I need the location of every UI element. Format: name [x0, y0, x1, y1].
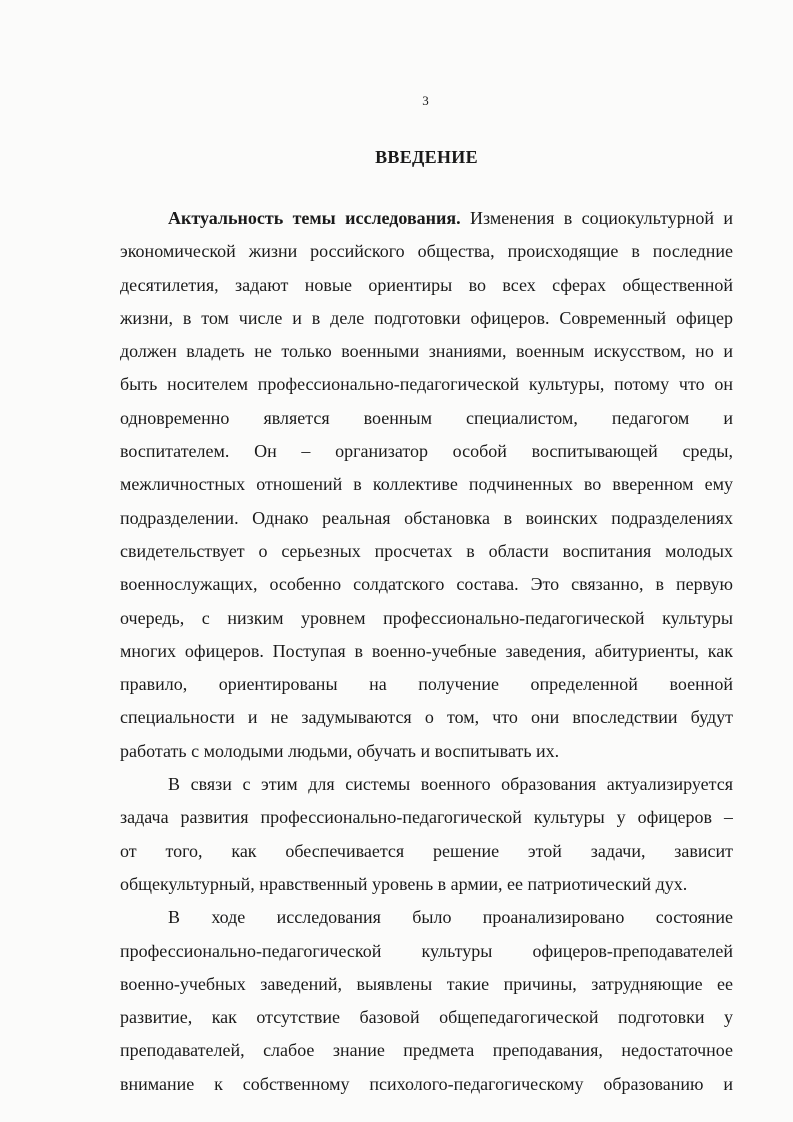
text-line: жизни, в том числе и в деле подготовки офицеров. Современный офицер: [120, 307, 733, 328]
text-line: подразделении. Однако реальная обстановка в воинских подразделениях: [120, 507, 733, 528]
text-line: преподавателей, слабое знание предмета преподавания, недостаточное: [120, 1040, 733, 1061]
text-line: очередь, с низким уровнем профессионально-педагогической культуры: [120, 607, 733, 628]
text-line: свидетельствует о серьезных просчетах в области воспитания молодых: [120, 540, 733, 561]
text-line: многих офицеров. Поступая в военно-учебные заведения, абитуриенты, как: [120, 640, 733, 661]
text-line: межличностных отношений в коллективе подчиненных во вверенном ему: [120, 474, 733, 495]
text-line: воспитателем. Он – организатор особой воспитывающей среды,: [120, 441, 733, 462]
text-line: [120, 202, 733, 235]
text-line: должен владеть не только военными знаниями, военным искусством, но и: [120, 341, 733, 362]
text-line: правило, ориентированы на получение определенной военной: [120, 674, 733, 695]
text-line: экономической жизни российского общества, происходящие в последние: [120, 241, 733, 262]
text-line: работать с молодыми людьми, обучать и воспитывать их.: [120, 740, 560, 761]
text-line: задача развития профессионально-педагогической культуры у офицеров –: [120, 807, 733, 828]
text-line: внимание к собственному психолого-педагогическому образованию и: [120, 1073, 733, 1094]
text-line-content: Изменения в социокультурной и: [460, 208, 733, 228]
page-number: 3: [422, 93, 429, 108]
text-line: общекультурный, нравственный уровень в армии, ее патриотический дух.: [120, 873, 688, 894]
text-line: военнослужащих, особенно солдатского состава. Это связанно, в первую: [120, 574, 733, 595]
page-title: ВВЕДЕНИЕ: [375, 147, 478, 167]
text-line: профессионально-педагогической культуры офицеров-преподавателей: [120, 940, 733, 961]
document-body: [120, 202, 733, 1101]
text-line: специальности и не задумываются о том, что они впоследствии будут: [120, 707, 733, 728]
text-line: развитие, как отсутствие базовой общепедагогической подготовки у: [120, 1007, 733, 1028]
text-line: быть носителем профессионально-педагогической культуры, потому что он: [120, 374, 733, 395]
text-line: В ходе исследования было проанализировано состояние: [168, 907, 733, 928]
text-line: десятилетия, задают новые ориентиры во всех сферах общественной: [120, 274, 733, 295]
text-line: В связи с этим для системы военного образования актуализируется: [168, 774, 733, 795]
section-lead: Актуальность темы исследования.: [168, 208, 461, 228]
text-line: одновременно является военным специалистом, педагогом и: [120, 407, 733, 428]
text-line: от того, как обеспечивается решение этой задачи, зависит: [120, 840, 733, 861]
text-line: военно-учебных заведений, выявлены такие причины, затрудняющие ее: [120, 973, 733, 994]
